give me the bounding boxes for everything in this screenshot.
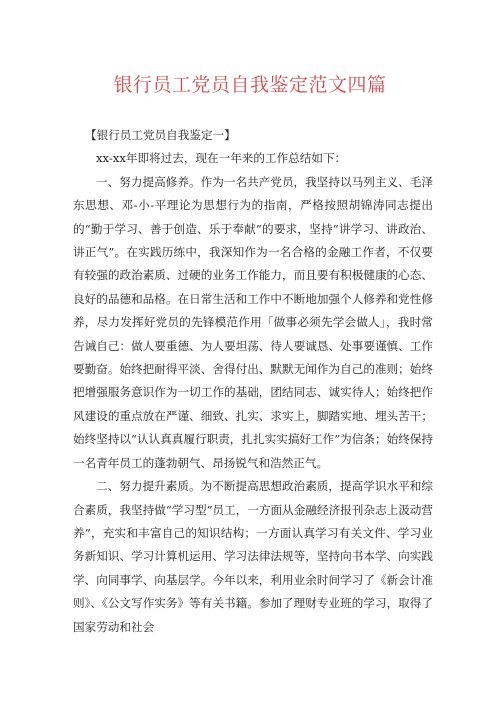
section-heading: 【银行员工党员自我鉴定一】 [85,128,236,142]
paragraph-cultivation: 一、努力提高修养。作为一名共产党员，我坚持以马列主义、毛泽东思想、邓-小-平理论为思想行为的指南，严格按照胡锦涛同志提出的“勤于学习、善于创造、乐于奉献”的要求，坚持“讲学习、讲政治、讲正气”。在实践历练中，我深知作为一名合格的金融工作者，不仅要有较强的政治素质、过硬的业务工作能力，而且要有积极健康的心态、良好的品德和品格。在日常生活和工作中不断地加强个人修养和党性修养，尽力发挥好党员的先锋模范作用「做事必须先学会做人」，我时常告诫自己：做人要重德、为人要坦荡、待人要诚恳、处事要谨慎、工作要勤奋。始终把耐得平淡、舍得付出、默默无闻作为自己的准则；始终把增强服务意识作为一切工作的基础，团结同志、诚实待人；始终把作风建设的重点放在严谨、细致、扎实、求实上，脚踏实地、埋头苦干；始终坚持以“认认真真履行职责，扎扎实实搞好工作”为信条；始终保持一名青年员工的蓬勃朝气、昂扬锐气和浩然正气。 [73,174,433,470]
paragraph-intro: xx-xx年即将过去，现在一年来的工作总结如下： [96,151,347,166]
document-title: 银行员工党员自我鉴定范文四篇 [113,74,387,96]
document-body [73,124,433,639]
paragraph-quality: 二、努力提升素质。为不断提高思想政治素质，提高学识水平和综合素质，我坚持做“学习型”员工，一方面从金融经济报刊杂志上汲动营养”，充实和丰富自己的知识结构；一方面认真学习有关文件、学习业务新知识、学习计算机运用、学习法律法规等，坚持向书本学、向实践学、向同事学、向基层学。今年以来，利用业余时间学习了《新会计准则》、《公文写作实务》等有关书籍。参加了理财专业班的学习，取得了国家劳动和社会 [73,479,433,634]
